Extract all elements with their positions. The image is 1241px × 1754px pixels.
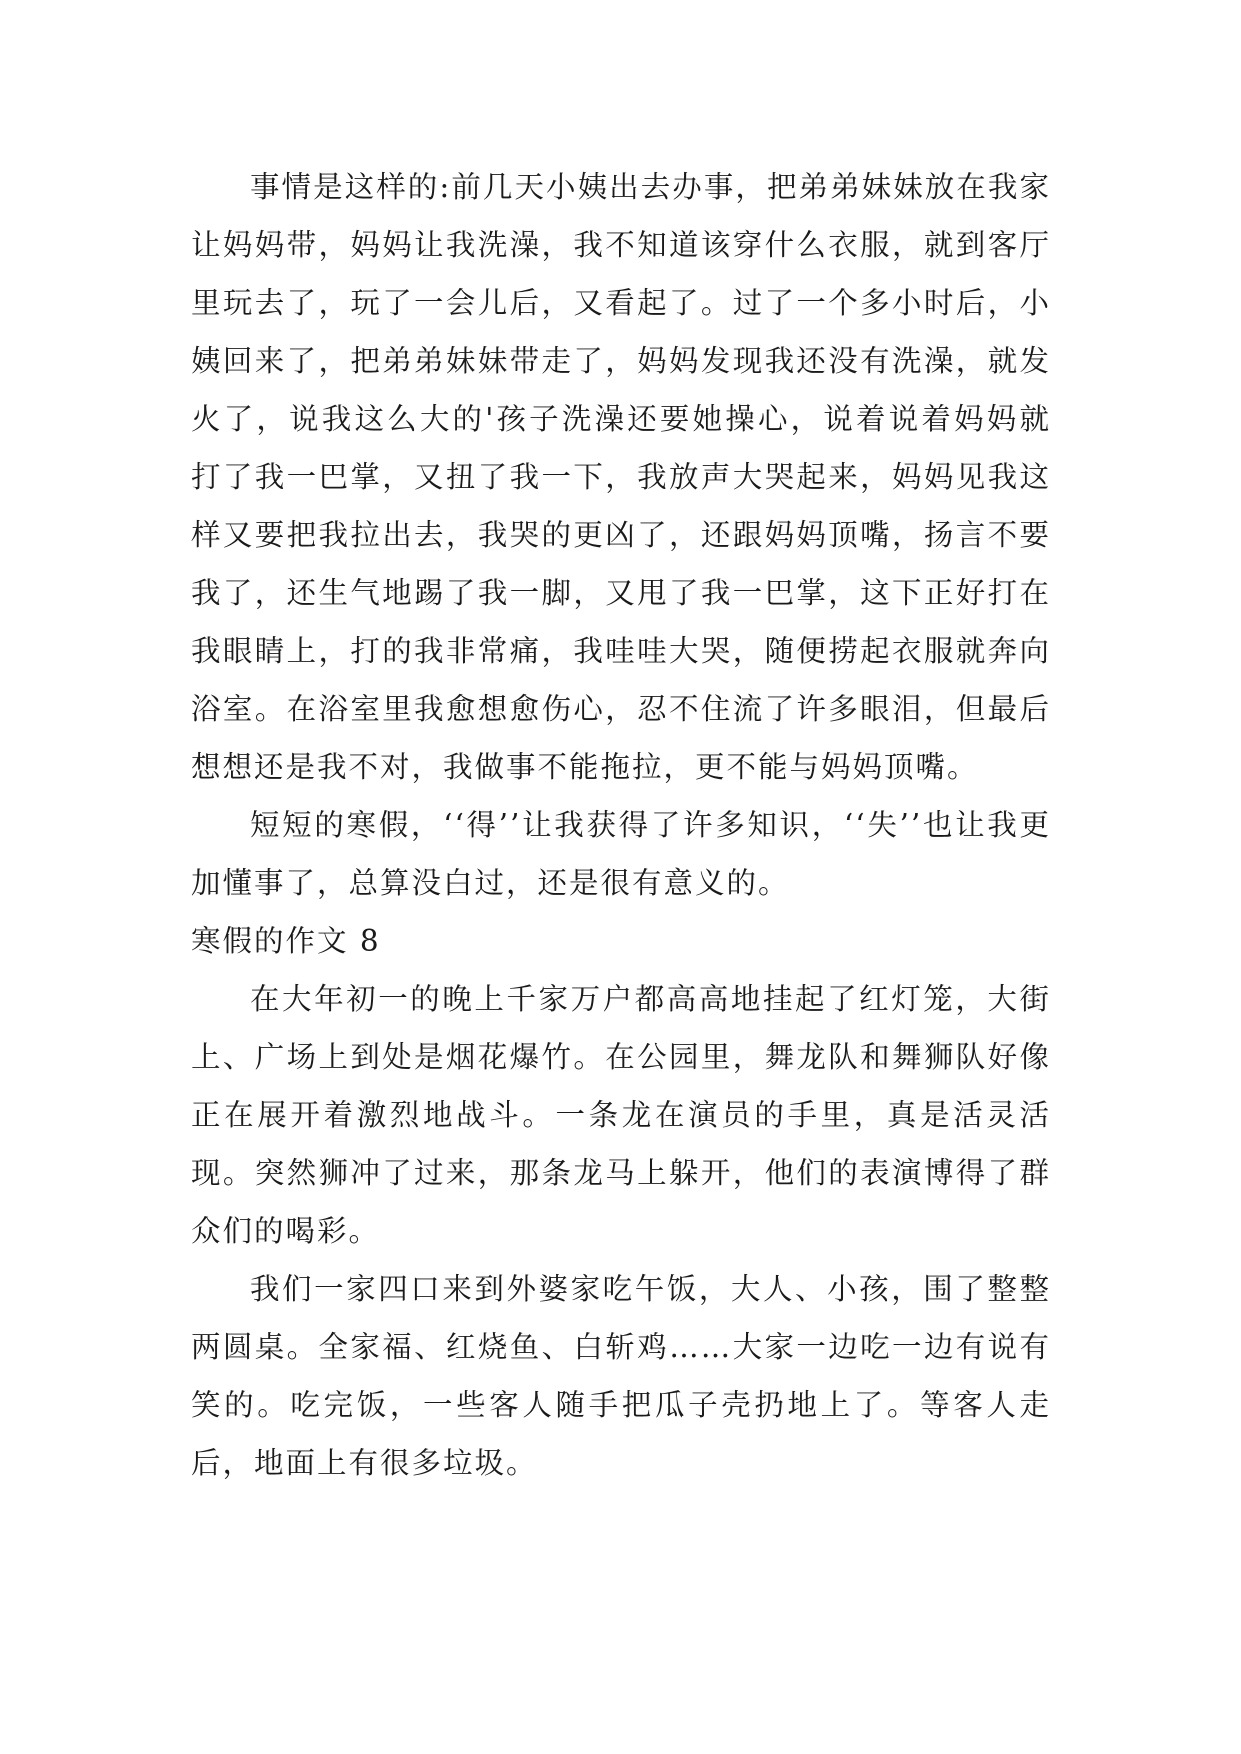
document-body [191, 158, 1051, 1492]
section-title: 寒假的作文 8 [191, 924, 381, 958]
paragraph-family-lunch: 我们一家四口来到外婆家吃午饭，大人、小孩，围了整整两圆桌。全家福、红烧鱼、白斩鸡……大家一边吃一边有说有笑的。吃完饭，一些客人随手把瓜子壳扔地上了。等客人走后，地面上有很多垃圾。 [191, 1272, 1051, 1480]
paragraph-bath-story: 事情是这样的:前几天小姨出去办事，把弟弟妹妹放在我家让妈妈带，妈妈让我洗澡，我不知道该穿什么衣服，就到客厅里玩去了，玩了一会儿后，又看起了。过了一个多小时后，小姨回来了，把弟弟妹妹带走了，妈妈发现我还没有洗澡，就发火了，说我这么大的'孩子洗澡还要她操心，说着说着妈妈就打了我一巴掌，又扭了我一下，我放声大哭起来，妈妈见我这样又要把我拉出去，我哭的更凶了，还跟妈妈顶嘴，扬言不要我了，还生气地踢了我一脚，又甩了我一巴掌，这下正好打在我眼睛上，打的我非常痛，我哇哇大哭，随便捞起衣服就奔向浴室。在浴室里我愈想愈伤心，忍不住流了许多眼泪，但最后想想还是我不对，我做事不能拖拉，更不能与妈妈顶嘴。 [191, 170, 1051, 784]
paragraph-new-year-night: 在大年初一的晚上千家万户都高高地挂起了红灯笼，大街上、广场上到处是烟花爆竹。在公园里，舞龙队和舞狮队好像正在展开着激烈地战斗。一条龙在演员的手里，真是活灵活现。突然狮冲了过来，那条龙马上躲开，他们的表演博得了群众们的喝彩。 [191, 982, 1051, 1248]
paragraph-winter-break-summary: 短短的寒假，‘‘得’’让我获得了许多知识，‘‘失’’也让我更加懂事了，总算没白过，还是很有意义的。 [191, 808, 1051, 900]
